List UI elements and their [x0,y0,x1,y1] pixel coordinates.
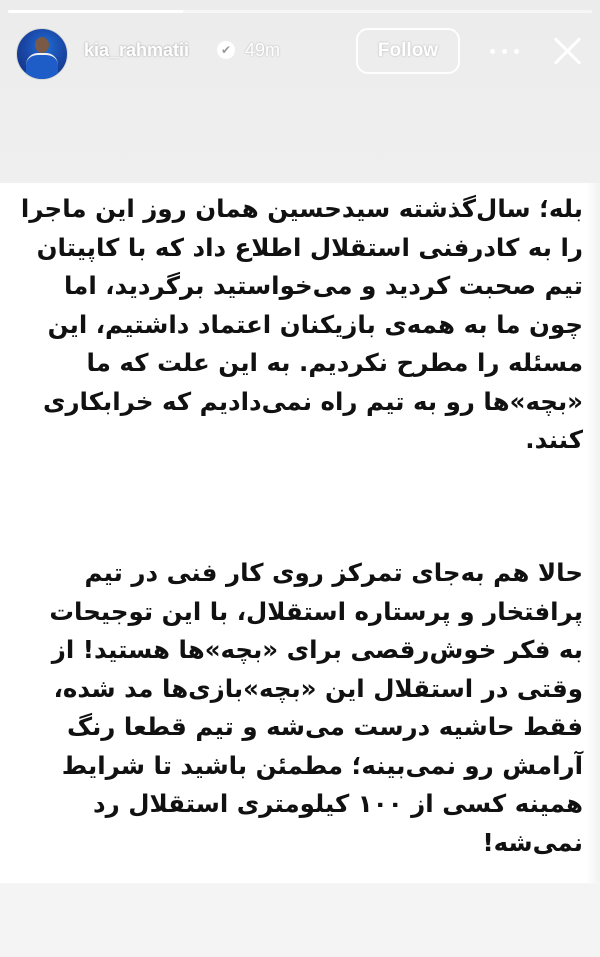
avatar-head [35,37,49,53]
avatar-body [26,53,58,80]
username[interactable]: kia_rahmatii [84,40,190,60]
avatar[interactable] [16,28,68,80]
verified-badge-icon: ✔ [217,41,235,59]
close-icon[interactable] [548,32,586,70]
post-paragraph-1: بله؛ سال‌گذشته سیدحسین همان روز این ماجرا را به کادرفنی استقلال اطلاع داد که با کاپیتان تیم صحبت کردید و می‌خواستید برگردید، اما چون ما به همه‌ی بازیکنان اعتماد داشتیم، این مسئله را مطرح نکردیم. به این علت که ما «بچه»ها رو به تیم راه نمی‌دادیم که خرابکاری کنند. [20,194,583,454]
bottom-area [0,884,600,957]
story-progress-fill [8,10,183,13]
story-progress-bar [8,10,592,13]
post-paragraph-2: حالا هم به‌جای تمرکز روی کار فنی در تیم پرافتخار و پرستاره استقلال، با این توجیحات به فکر خوش‌رقصی برای «بچه»ها هستید! از وقتی در استقلال این «بچه»بازی‌ها مد شده، فقط حاشیه درست می‌شه و تیم قطعا رنگ آرامش رو نمی‌بینه؛ مطمئن باشید تا شرایط همینه کسی از ۱۰۰ کیلومتری استقلال رد نمی‌شه! [49,558,583,857]
follow-button[interactable]: Follow [356,28,460,74]
card-edge-shadow [586,183,600,883]
post-time: 49m [245,40,281,60]
more-options-icon[interactable] [490,38,520,64]
story-header [0,22,600,84]
